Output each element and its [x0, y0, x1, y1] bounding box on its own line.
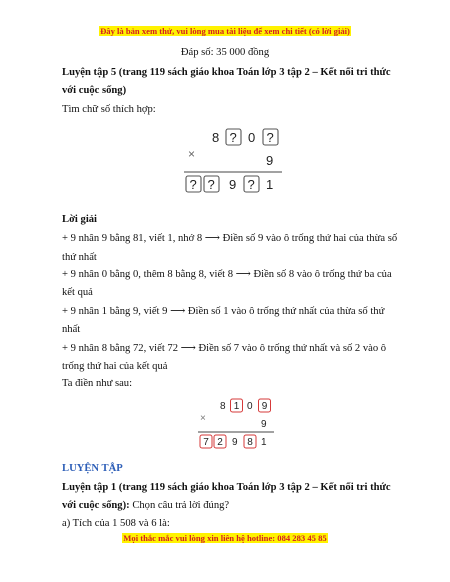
blank-digit: ?	[247, 177, 255, 192]
exercise5-title-line1: Luyện tập 5 (trang 119 sách giáo khoa Toán lớp 3 tập 2 – Kết nối tri thức	[62, 67, 391, 78]
solution-line: trống thứ hai của kết quả	[62, 361, 168, 372]
answer-digit: 7	[203, 437, 209, 448]
answer-digit: 9	[261, 401, 268, 412]
digit: 9	[229, 177, 237, 192]
times-sign: ×	[188, 147, 196, 161]
blank-digit: ?	[266, 130, 274, 145]
preview-banner: Đây là bản xem thử, vui lòng mua tài liệu để xem chi tiết (có lời giải)	[100, 26, 350, 36]
solution-heading: Lời giải	[62, 214, 98, 225]
section-heading-luyen-tap: LUYỆN TẬP	[62, 463, 123, 474]
solution-line: + 9 nhân 1 bằng 9, viết 9 ⟶ Điền số 1 vào ô trống thứ nhất của thừa số thứ	[62, 306, 385, 317]
solution-line: + 9 nhân 0 bằng 0, thêm 8 bằng 8, viết 8 ⟶ Điền số 8 vào ô trống thứ ba của	[62, 269, 392, 280]
blank-digit: ?	[189, 177, 197, 192]
digit: 9	[232, 437, 238, 448]
digit: 8	[220, 401, 226, 412]
times-sign: ×	[200, 413, 206, 424]
solution-conclusion: Ta điền như sau:	[62, 378, 133, 389]
multiplication-answer-figure	[194, 395, 278, 453]
digit: 0	[248, 130, 256, 145]
answer-digit: 8	[247, 437, 253, 448]
exercise1-title-line2	[62, 499, 229, 513]
solution-line: + 9 nhân 9 bằng 81, viết 1, nhớ 8 ⟶ Điền số 9 vào ô trống thứ hai của thừa số	[62, 233, 398, 244]
exercise1-part-a: a) Tích của 1 508 và 6 là:	[62, 518, 170, 529]
multiplier-digit: 9	[266, 153, 274, 168]
exercise1-question: Chọn câu trả lời đúng?	[129, 500, 230, 511]
solution-line: kết quả	[62, 287, 93, 298]
solution-line: thứ nhất	[62, 252, 97, 263]
exercise1-title-bold: với cuộc sống):	[62, 500, 130, 511]
digit: 8	[212, 130, 220, 145]
exercise5-prompt: Tìm chữ số thích hợp:	[62, 104, 156, 115]
answer-digit: 1	[233, 401, 240, 412]
digit: 0	[247, 401, 253, 412]
hotline-banner: Mọi thắc mắc vui lòng xin liên hệ hotline: 084 283 45 85	[123, 533, 327, 543]
solution-line: + 9 nhân 8 bằng 72, viết 72 ⟶ Điền số 7 vào ô trống thứ nhất và số 2 vào ô	[62, 343, 387, 354]
exercise1-title-line1: Luyện tập 1 (trang 119 sách giáo khoa Toán lớp 3 tập 2 – Kết nối tri thức	[62, 482, 391, 493]
multiplication-problem-figure	[178, 124, 288, 200]
answer-line: Đáp số: 35 000 đồng	[180, 47, 270, 58]
digit: 1	[266, 177, 274, 192]
digit: 1	[261, 437, 267, 448]
answer-digit: 2	[217, 437, 223, 448]
solution-line: nhất	[62, 324, 81, 335]
blank-digit: ?	[229, 130, 237, 145]
blank-digit: ?	[207, 177, 215, 192]
exercise5-title-line2: với cuộc sống)	[62, 85, 127, 96]
multiplier-digit: 9	[261, 419, 267, 430]
